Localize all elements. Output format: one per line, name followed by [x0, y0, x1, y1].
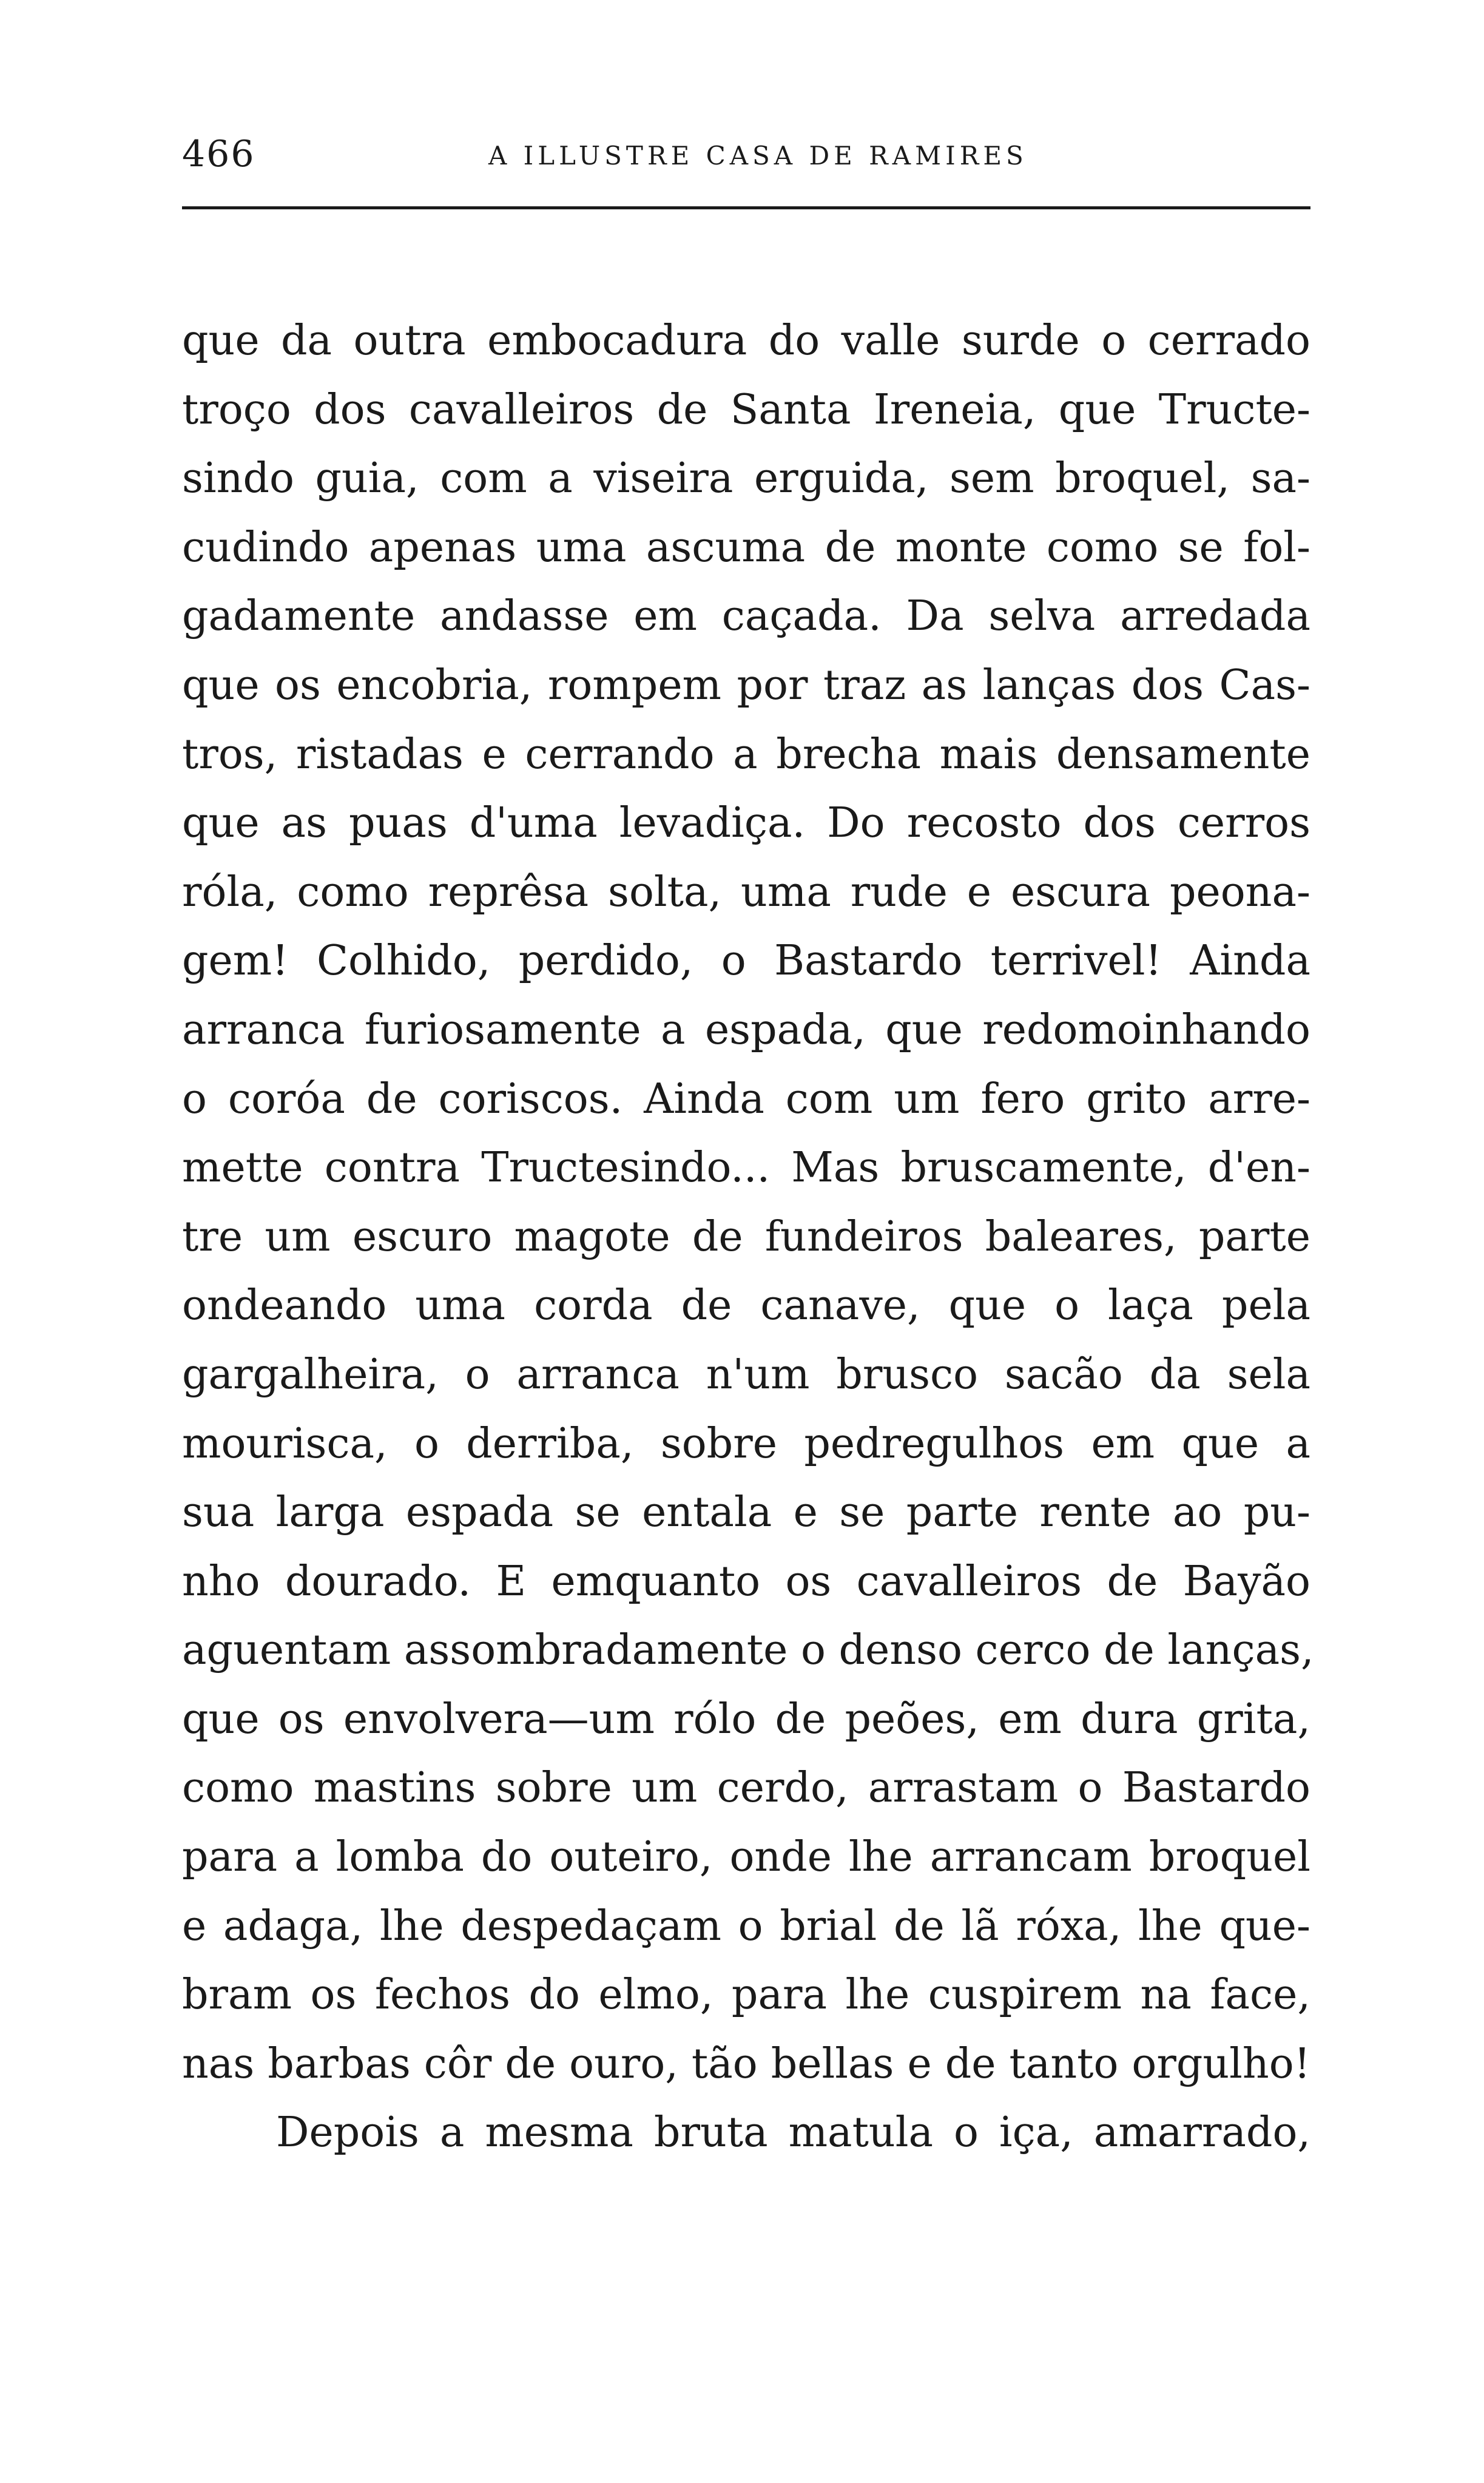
text-line: nho dourado. E emquanto os cavalleiros de Bayão — [182, 1557, 1310, 1606]
text-line: tre um escuro magote de fundeiros baleares, parte — [182, 1212, 1310, 1261]
text-line: que da outra embocadura do valle surde o cerrado — [182, 317, 1310, 365]
text-line: Depois a mesma bruta matula o iça, amarrado, — [276, 2109, 1310, 2157]
body-text — [182, 306, 1314, 2167]
text-line: bram os fechos do elmo, para lhe cuspirem na face, — [182, 1971, 1310, 2019]
text-line: o coróa de coriscos. Ainda com um fero grito arre- — [182, 1075, 1310, 1123]
text-line: sua larga espada se entala e se parte rente ao pu- — [182, 1488, 1310, 1537]
text-line: e adaga, lhe despedaçam o brial de lã róxa, lhe que- — [182, 1902, 1310, 1950]
text-line: que os encobria, rompem por traz as lanças dos Cas- — [182, 661, 1310, 709]
text-line: ondeando uma corda de canave, que o laça pela — [182, 1282, 1310, 1330]
text-line: que as puas d'uma levadiça. Do recosto dos cerros — [182, 799, 1310, 848]
text-line: mette contra Tructesindo... Mas bruscamente, d'en- — [182, 1144, 1310, 1192]
text-line: que os envolvera—um rólo de peões, em dura grita, — [182, 1695, 1310, 1743]
text-line: gem! Colhido, perdido, o Bastardo terrivel! Ainda — [182, 937, 1310, 985]
header-rule — [182, 206, 1310, 209]
text-line: tros, ristadas e cerrando a brecha mais densamente — [182, 730, 1310, 779]
text-line: róla, como reprêsa solta, uma rude e escura peona- — [182, 868, 1310, 916]
text-line: gargalheira, o arranca n'um brusco sacão da sela — [182, 1350, 1310, 1399]
text-line: sindo guia, com a viseira erguida, sem broquel, sa- — [182, 454, 1310, 503]
text-line: mourisca, o derriba, sobre pedregulhos em que a — [182, 1419, 1310, 1468]
text-line: nas barbas côr de ouro, tão bellas e de tanto orgulho! — [182, 2039, 1310, 2088]
text-line: como mastins sobre um cerdo, arrastam o Bastardo — [182, 1764, 1310, 1812]
text-line: para a lomba do outeiro, onde lhe arrancam broquel — [182, 1833, 1310, 1882]
text-line: troço dos cavalleiros de Santa Ireneia, que Tructe- — [182, 385, 1310, 434]
text-line: gadamente andasse em caçada. Da selva arredada — [182, 592, 1310, 641]
text-line: arranca furiosamente a espada, que redomoinhando — [182, 1005, 1310, 1054]
page-header — [182, 130, 1310, 178]
text-line: cudindo apenas uma ascuma de monte como se fol- — [182, 523, 1310, 572]
text-line: aguentam assombradamente o denso cerco de lanças, — [182, 1626, 1314, 1675]
running-title: A ILLUSTRE CASA DE RAMIRES — [488, 141, 1028, 171]
page-number: 466 — [182, 133, 255, 175]
